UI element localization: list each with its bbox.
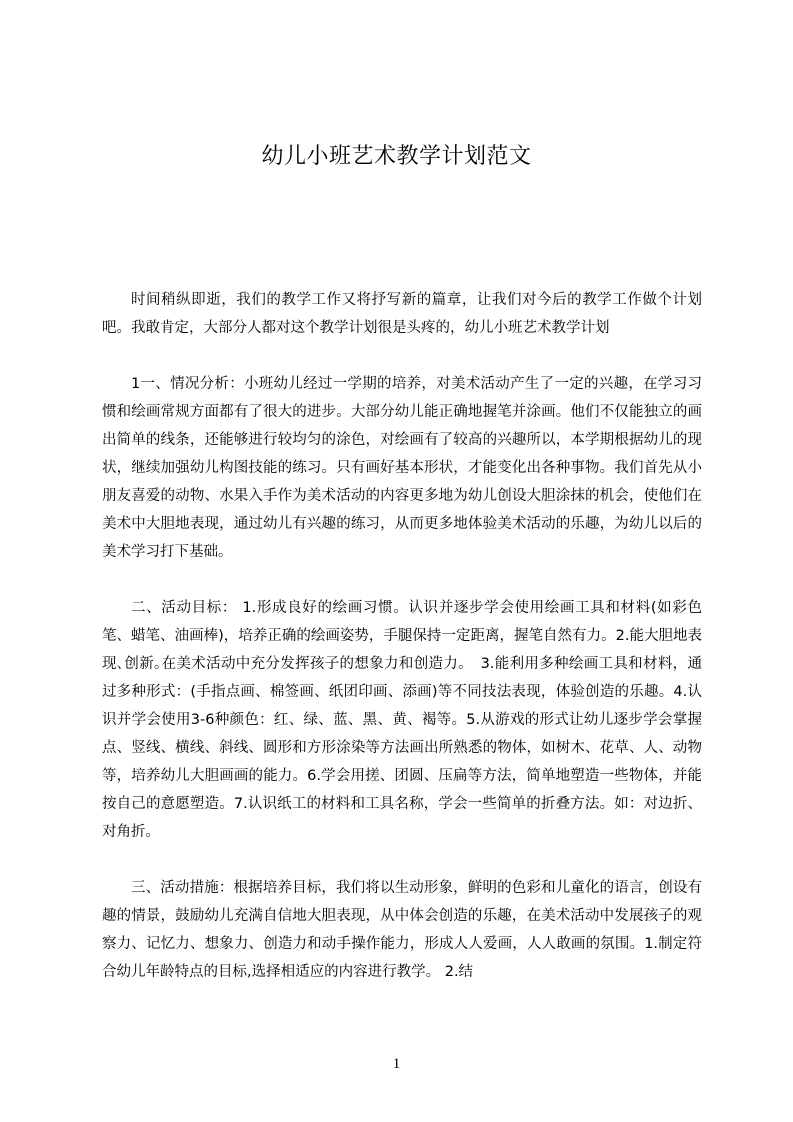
page-number: 1 xyxy=(392,1056,401,1072)
document-title: 幼儿小班艺术教学计划范文 xyxy=(261,144,532,169)
paragraph-activity-goals: 二、活动目标： 1.形成良好的绘画习惯。认识并逐步学会使用绘画工具和材料(如彩色笔、蜡笔、油画棒)，培养正确的绘画姿势，手腿保持一定距离，握笔自然有力。2.能大胆地表现､创新｡在美术活动中充分发挥孩子的想象力和创造力。 3.能利用多种绘画工具和材料，通过多种形式：(手指点画、棉签画、纸团印画、添画)等不同技法表现，体验创造的乐趣。4.认识并学会使用3-6种颜色：红、绿、蓝、黑、黄、褐等。5.从游戏的形式让幼儿逐步学会掌握点、竖线、横线、斜线、圆形和方形涂染等方法画出所熟悉的物体，如树木、花草、人、动物等，培养幼儿大胆画画的能力。6.学会用搓、团圆、压扁等方法，简单地塑造一些物体，并能按自己的意愿塑造。7.认识纸工的材料和工具名称，学会一些简单的折叠方法。如：对边折、对角折。 xyxy=(102,600,702,840)
paragraph-intro: 时间稍纵即逝，我们的教学工作又将抒写新的篇章，让我们对今后的教学工作做个计划吧。我敢肯定，大部分人都对这个教学计划很是头疼的，幼儿小班艺术教学计划 xyxy=(102,292,702,336)
paragraph-gap xyxy=(102,846,702,874)
paragraph-situation-analysis: 1一、情况分析：小班幼儿经过一学期的培养，对美术活动产生了一定的兴趣，在学习习惯和绘画常规方面都有了很大的进步。大部分幼儿能正确地握笔并涂画。他们不仅能独立的画出简单的线条，还能够进行较均匀的涂色，对绘画有了较高的兴趣所以，本学期根据幼儿的现状，继续加强幼儿构图技能的练习。只有画好基本形状，才能变化出各种事物。我们首先从小朋友喜爱的动物、水果入手作为美术活动的内容更多地为幼儿创设大胆涂抹的机会，使他们在美术中大胆地表现，通过幼儿有兴趣的练习，从而更多地体验美术活动的乐趣，为幼儿以后的美术学习打下基础。 xyxy=(102,376,702,560)
paragraph-activity-measures: 三、活动措施：根据培养目标，我们将以生动形象，鲜明的色彩和儿童化的语言，创设有趣的情景，鼓励幼儿充满自信地大胆表现，从中体会创造的乐趣，在美术活动中发展孩子的观察力、记忆力、想象力、创造力和动手操作能力，形成人人爱画，人人敢画的氛围。1.制定符合幼儿年龄特点的目标,选择相适应的内容进行教学。 2.结 xyxy=(102,880,702,980)
document-body xyxy=(102,286,702,986)
paragraph-gap xyxy=(102,342,702,370)
paragraph-gap xyxy=(102,566,702,594)
